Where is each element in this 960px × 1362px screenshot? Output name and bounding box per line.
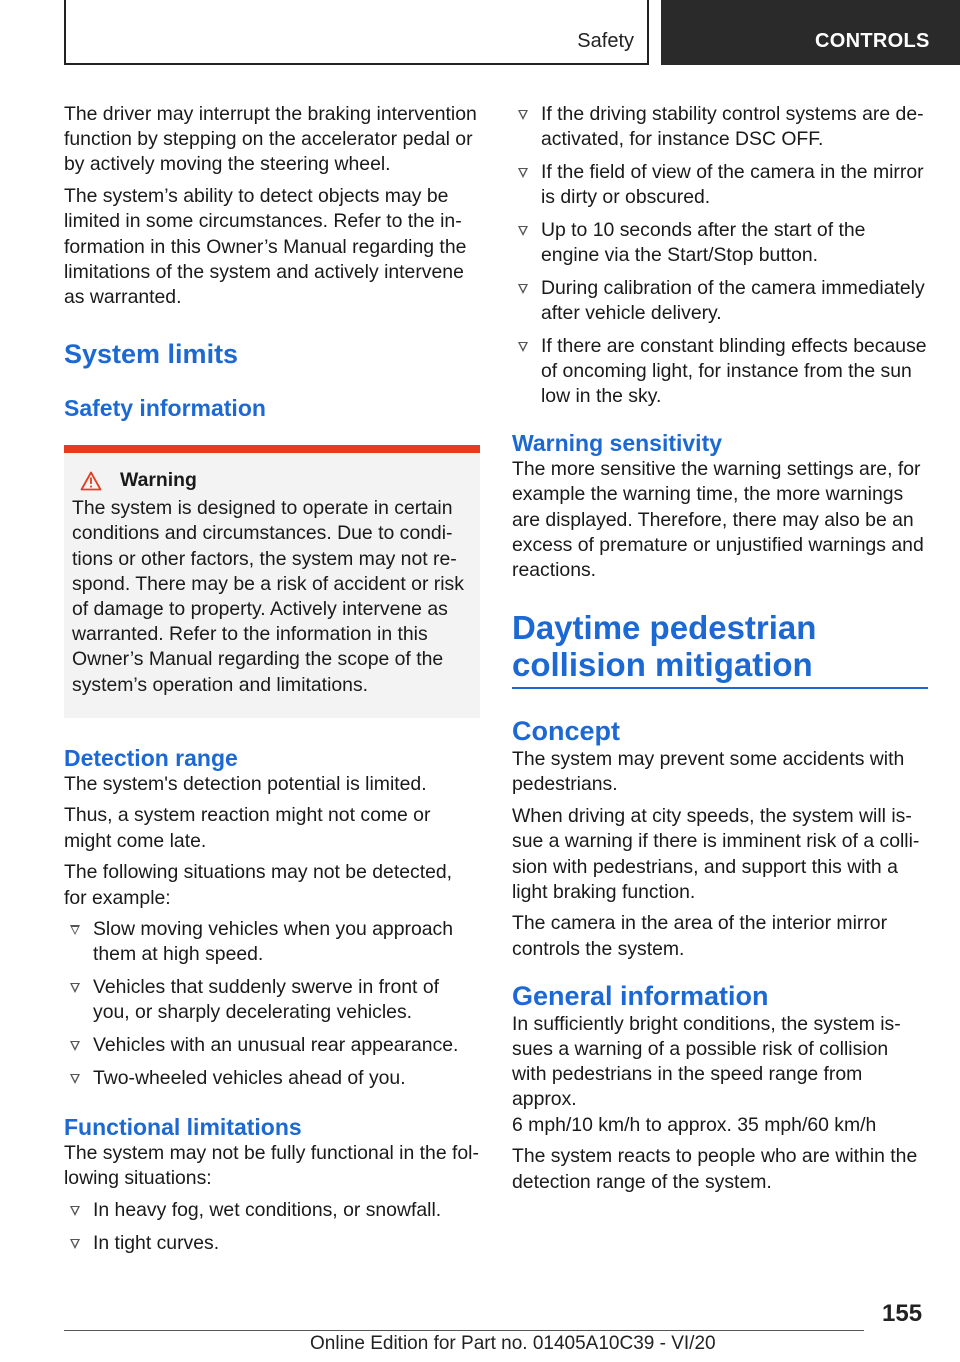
list-item: During calibration of the camera immediately after vehicle delivery. — [512, 276, 928, 326]
triangle-bullet-icon — [518, 284, 528, 294]
detection-range-list — [64, 917, 480, 1091]
triangle-bullet-icon — [518, 226, 528, 236]
triangle-bullet-icon — [70, 1239, 80, 1249]
paragraph: The system's detection potential is limited. — [64, 772, 427, 795]
footer-divider — [64, 1330, 864, 1331]
heading-system-limits: System limits — [64, 339, 239, 370]
heading-warning-sensitivity: Warning sensitivity — [512, 430, 723, 457]
paragraph: The following situations may not be detected, for example: — [64, 861, 453, 909]
heading-general-information: General information — [512, 980, 769, 1011]
left-column — [64, 102, 480, 1263]
paragraph: The system’s ability to detect objects may be limited in some circumstances. Refer to the information in this Owner’s Manual regarding the limitations of the system and actively intervene as warranted. — [64, 185, 467, 308]
triangle-bullet-icon — [70, 925, 80, 935]
triangle-bullet-icon — [70, 1074, 80, 1084]
paragraph: The camera in the area of the interior mirror controls the system. — [512, 912, 888, 960]
triangle-bullet-icon — [70, 983, 80, 993]
header-frame — [64, 0, 649, 65]
paragraph: The more sensitive the warning settings are, for example the warning time, the more warnings are displayed. Therefore, there may also be an excess of premature or unjustified warnings and reactions. — [512, 458, 924, 582]
list-item: In tight curves. — [64, 1231, 480, 1256]
paragraph: Thus, a system reaction might not come or might come late. — [64, 804, 431, 852]
header-chapter-label: CONTROLS — [815, 30, 930, 52]
paragraph: The system may prevent some accidents with pedestrians. — [512, 748, 905, 796]
list-item: Two-wheeled vehicles ahead of you. — [64, 1066, 480, 1091]
warning-title — [72, 469, 472, 492]
heading-functional-limitations: Functional limitations — [64, 1113, 302, 1140]
functional-limitations-list-continued — [512, 102, 928, 409]
triangle-bullet-icon — [70, 1041, 80, 1051]
header-section-title: Safety — [577, 30, 634, 52]
right-column — [512, 102, 928, 1201]
paragraph: The system may not be fully functional in the following situations: — [64, 1141, 479, 1190]
list-item: Up to 10 seconds after the start of the engine via the Start/Stop button. — [512, 218, 928, 268]
triangle-bullet-icon — [518, 168, 528, 178]
warning-text: The system is designed to operate in certain conditions and circumstances. Due to conditions or other factors, the system may not respond. There may be a risk of accident or risk of damage to property. Actively intervene as warranted. Refer to the information in this Owner’s Manual regarding the scope of the system’s operation and limitations. — [72, 497, 464, 696]
warning-box — [64, 445, 480, 718]
heading-detection-range: Detection range — [64, 744, 238, 771]
list-item: Vehicles with an unusual rear appearance. — [64, 1033, 480, 1058]
list-item: If the field of view of the camera in the mirror is dirty or obscured. — [512, 160, 928, 210]
speed-range-values: 6 mph/10 km/h to approx. 35 mph/60 km/h — [512, 1113, 877, 1136]
triangle-bullet-icon — [70, 1206, 80, 1216]
paragraph: The system reacts to people who are within the detection range of the system. — [512, 1145, 918, 1193]
triangle-bullet-icon — [518, 342, 528, 352]
list-item: If the driving stability control systems are deactivated, for instance DSC OFF. — [512, 102, 928, 152]
paragraph: The driver may interrupt the braking intervention function by stepping on the accelerator pedal or by actively moving the steering wheel. — [64, 103, 477, 176]
list-item: Slow moving vehicles when you approach them at high speed. — [64, 917, 480, 967]
warning-title-text: Warning — [120, 469, 197, 492]
footer-edition: Online Edition for Part no. 01405A10C39 - VI/20 — [310, 1333, 716, 1354]
functional-limitations-list — [64, 1198, 480, 1256]
heading-safety-information: Safety information — [64, 395, 266, 422]
warning-triangle-icon — [80, 471, 102, 491]
paragraph — [512, 1012, 928, 1138]
triangle-bullet-icon — [518, 110, 528, 120]
list-item: In heavy fog, wet conditions, or snowfall. — [64, 1198, 480, 1223]
heading-underline — [512, 687, 928, 689]
heading-concept: Concept — [512, 716, 620, 747]
speed-range-text: In sufficiently bright conditions, the system issues a warning of a possible risk of collision with pedestrians in the speed range from approx. — [512, 1012, 901, 1111]
page-number: 155 — [882, 1300, 923, 1327]
list-item: Vehicles that suddenly swerve in front of you, or sharply decelerating vehicles. — [64, 975, 480, 1025]
heading-daytime-pedestrian-collision-mitigation: Daytime pedestrian collision mitigation — [512, 609, 817, 684]
paragraph: When driving at city speeds, the system will issue a warning if there is imminent risk of a collision with pedestrians, and support this with a light braking function. — [512, 805, 920, 903]
list-item: If there are constant blinding effects because of oncoming light, for instance from the sun low in the sky. — [512, 334, 928, 410]
